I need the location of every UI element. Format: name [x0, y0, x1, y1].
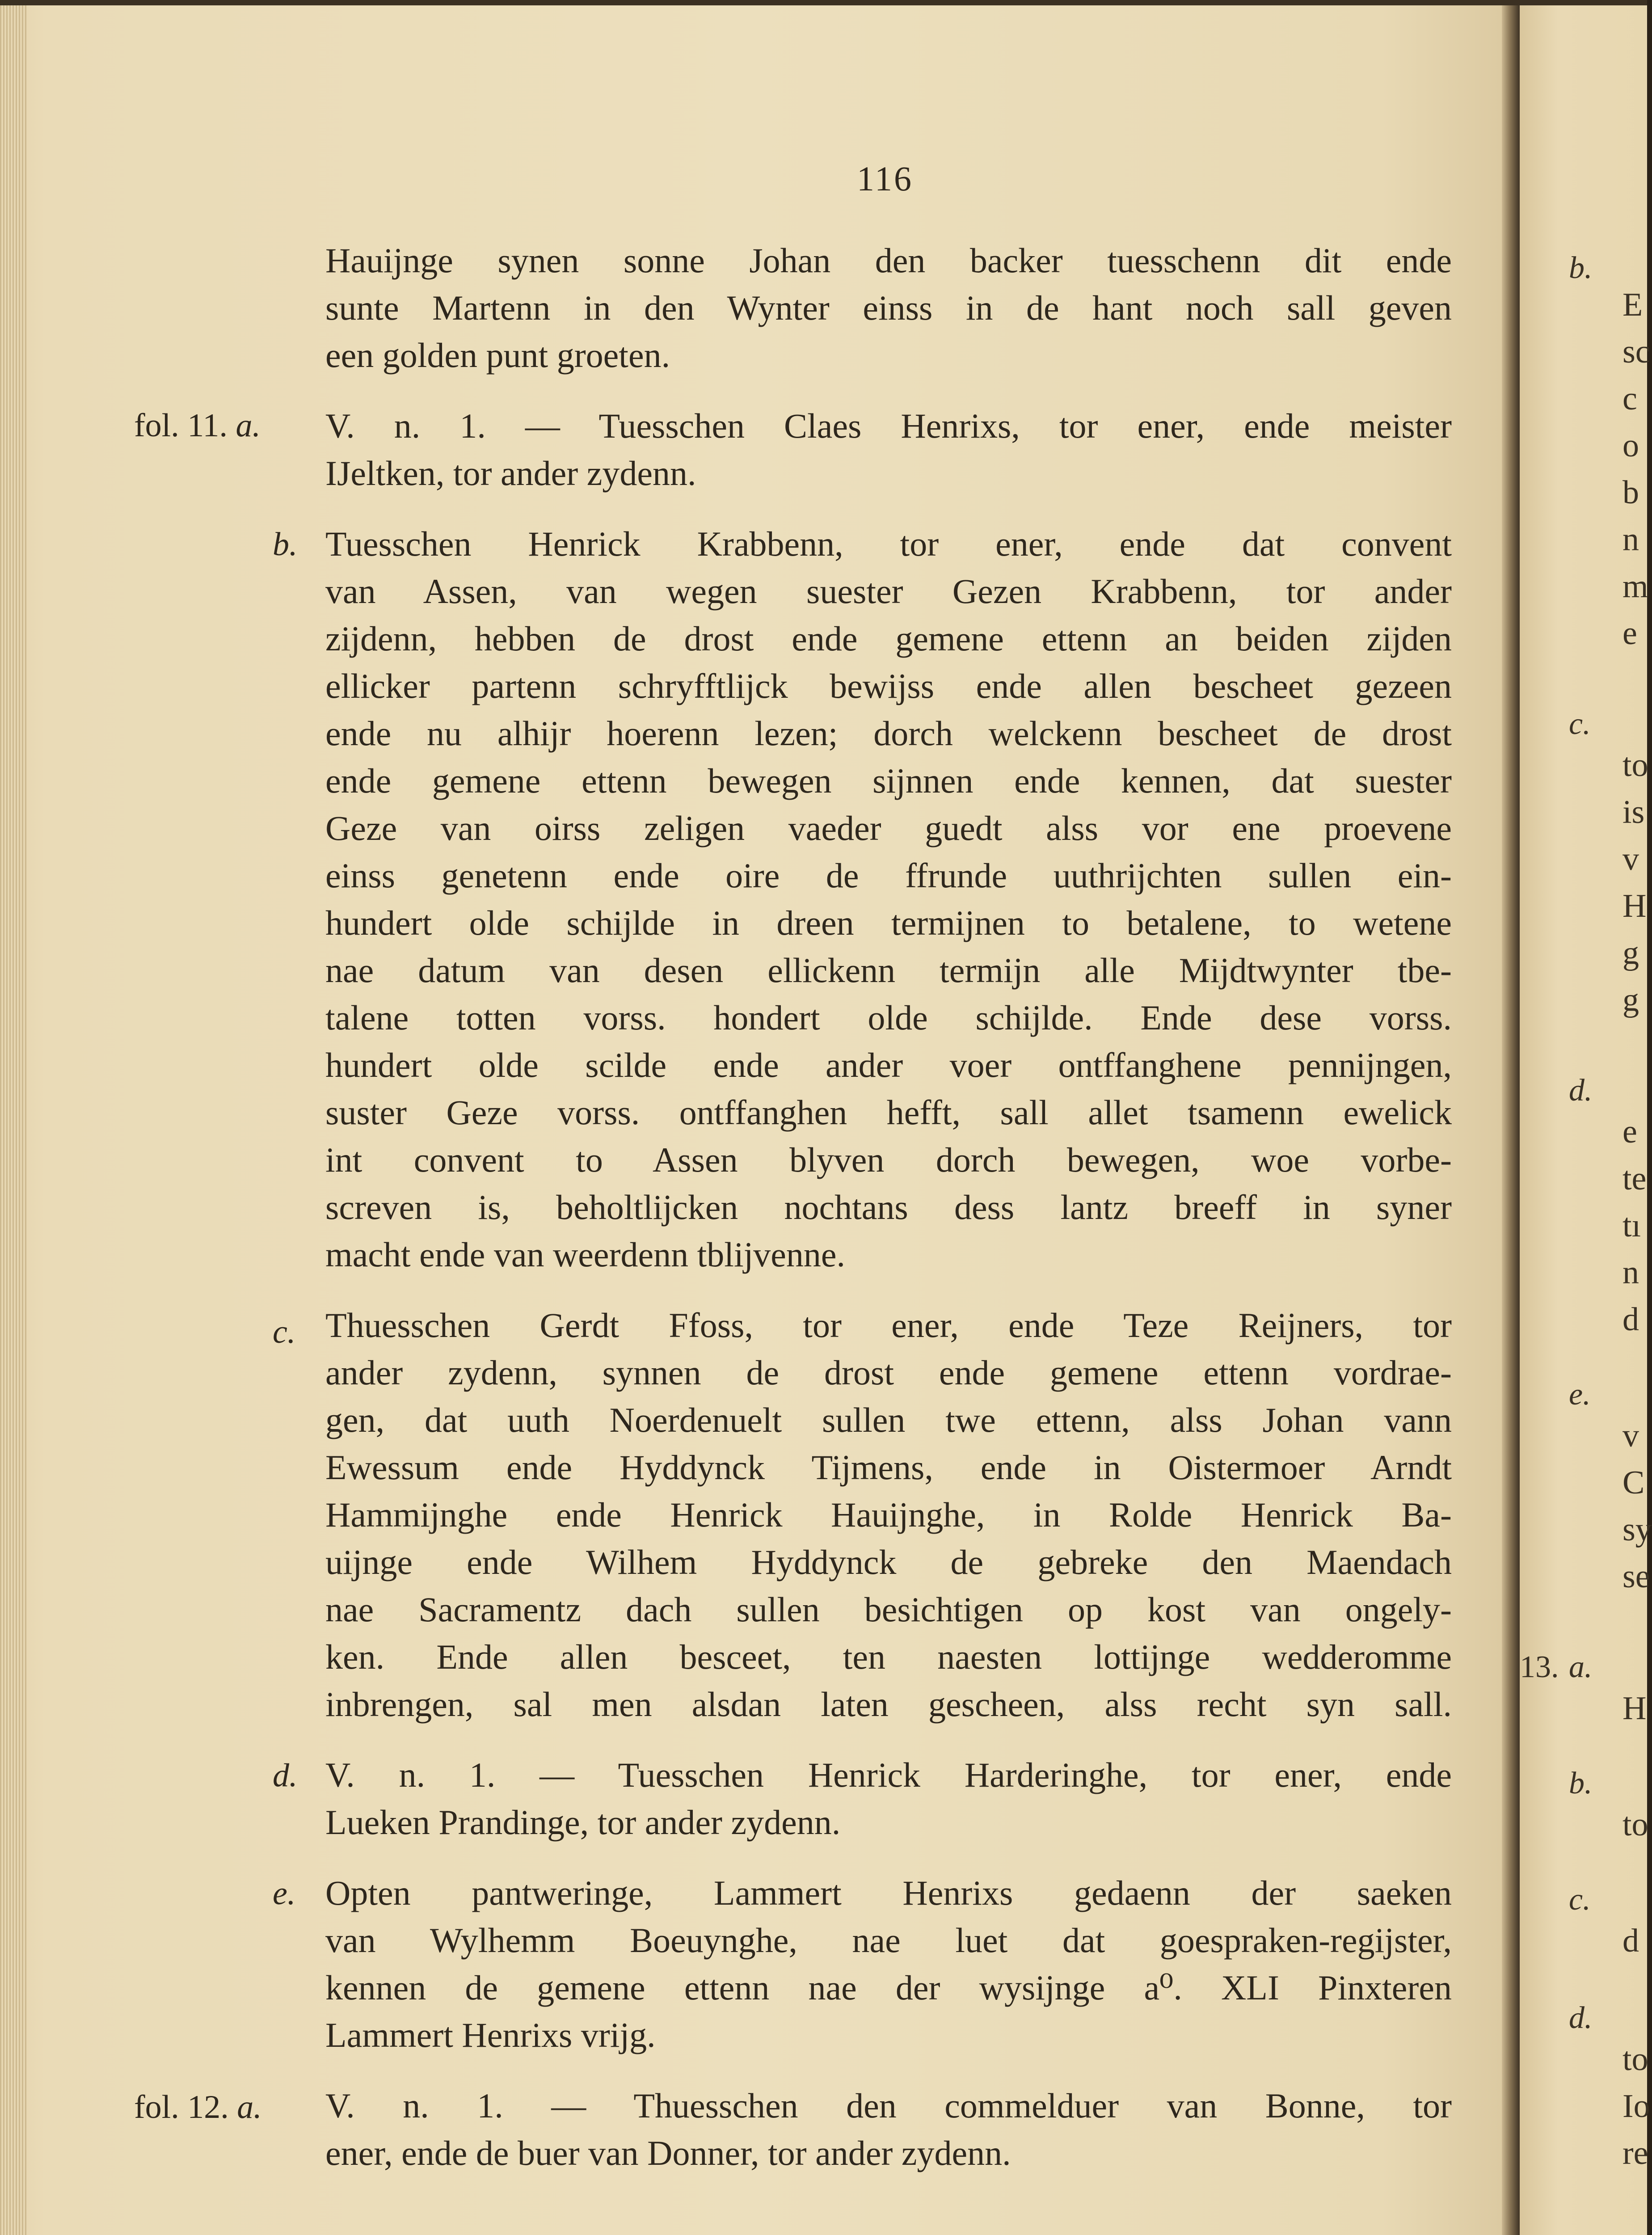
facing-line-start: sc — [1622, 333, 1650, 370]
page-edges — [0, 0, 27, 2235]
text-line: Hauijnge synen sonne Johan den backer tuesschenn dit ende — [325, 241, 1452, 280]
text-line: int convent to Assen blyven dorch bewegen, woe vorbe- — [325, 1140, 1452, 1179]
facing-letter: e. — [1569, 1377, 1591, 1412]
facing-line-start: g — [1622, 935, 1639, 971]
text-line: Ewessum ende Hyddynck Tijmens, ende in Oistermoer Arndt — [325, 1448, 1452, 1487]
facing-line-start: H — [1622, 1690, 1647, 1727]
text-line: zijdenn, hebben de drost ende gemene ettenn an beiden zijden — [325, 619, 1452, 658]
text-line: V. n. 1. — Tuesschen Claes Henrixs, tor ener, ende meister — [325, 406, 1452, 445]
text-line: sunte Martenn in den Wynter einss in de hant noch sall geven — [325, 288, 1452, 327]
text-line: inbrengen, sal men alsdan laten gescheen, alss recht syn sall. — [325, 1685, 1452, 1724]
text-line: V. n. 1. — Thuesschen den commelduer van Bonne, tor — [325, 2086, 1452, 2125]
entry-letter-c: c. — [273, 1314, 296, 1350]
text-line: nae Sacramentz dach sullen besichtigen op kost van ongely- — [325, 1590, 1452, 1629]
text-line: uijnge ende Wilhem Hyddynck de gebreke den Maendach — [325, 1543, 1452, 1581]
facing-line-start: to — [1622, 2041, 1648, 2078]
facing-line-start: n — [1622, 1254, 1639, 1291]
text-line: V. n. 1. — Tuesschen Henrick Harderinghe, tor ener, ende — [325, 1755, 1452, 1794]
facing-page-edge — [1520, 0, 1652, 2235]
text-line: Tuesschen Henrick Krabbenn, tor ener, ende dat convent — [325, 524, 1452, 563]
text-line: kennen de gemene ettenn nae der wysijnge a⁰. XLI Pinxteren — [325, 1968, 1452, 2007]
facing-letter: c. — [1569, 1882, 1591, 1917]
facing-letter: d. — [1569, 2001, 1593, 2035]
text-line: Hammijnghe ende Henrick Hauijnghe, in Rolde Henrick Ba- — [325, 1495, 1452, 1534]
facing-line-start: C — [1622, 1464, 1645, 1501]
facing-line-start: n — [1622, 521, 1639, 558]
facing-line-start: te — [1622, 1160, 1647, 1197]
facing-line-start: b — [1622, 474, 1639, 511]
entry-letter-b: b. — [273, 526, 298, 563]
text-line: ende nu alhijr hoerenn lezen; dorch welckenn bescheet de drost — [325, 714, 1452, 753]
entry-letter-d: d. — [273, 1757, 298, 1794]
text-line: hundert olde scilde ende ander voer ontffanghene pennijngen, — [325, 1046, 1452, 1084]
body-text — [325, 237, 1452, 2177]
text-line: screven is, beholtlijcken nochtans dess lantz breeff in syner — [325, 1188, 1452, 1227]
facing-line-start: v — [1622, 841, 1639, 877]
facing-line-start: E — [1622, 287, 1643, 323]
text-line: Geze van oirss zeligen vaeder guedt alss vor ene proevene — [325, 809, 1452, 848]
page-number: 116 — [856, 159, 914, 198]
book-gutter — [1502, 0, 1520, 2235]
text-line: ander zydenn, synnen de drost ende gemene ettenn vordrae- — [325, 1353, 1452, 1392]
text-line: IJeltken, tor ander zydenn. — [325, 454, 696, 493]
facing-line-start: sy — [1622, 1511, 1652, 1548]
facing-letter: b. — [1569, 1766, 1593, 1801]
entry-letter-e: e. — [273, 1875, 296, 1912]
text-line: Thuesschen Gerdt Ffoss, tor ener, ende Teze Reijners, tor — [325, 1306, 1452, 1345]
facing-line-start: c — [1622, 380, 1637, 417]
margin-fol-11 — [134, 407, 261, 445]
book-top-edge — [0, 0, 1647, 5]
text-line: hundert olde schijlde in dreen termijnen to betalene, to wetene — [325, 903, 1452, 942]
facing-line-start: Io — [1622, 2088, 1650, 2125]
fol-label: fol. 12. — [134, 2089, 229, 2125]
entry-letter-a: a. — [236, 407, 261, 444]
facing-line-start: to — [1622, 747, 1648, 784]
facing-line-start: v — [1622, 1417, 1639, 1454]
text-line: Lueken Prandinge, tor ander zydenn. — [325, 1803, 841, 1842]
text-line: Lammert Henrixs vrijg. — [325, 2016, 656, 2054]
text-line: ende gemene ettenn bewegen sijnnen ende kennen, dat suester — [325, 761, 1452, 800]
facing-line-start: o — [1622, 427, 1639, 464]
text-line: van Wylhemm Boeuynghe, nae luet dat goespraken-regijster, — [325, 1921, 1452, 1960]
fol-label: fol. 11. — [134, 407, 228, 444]
facing-line-start: g — [1622, 982, 1639, 1018]
text-line: ener, ende de buer van Donner, tor ander zydenn. — [325, 2134, 1011, 2172]
facing-line-start: e — [1622, 1113, 1637, 1150]
text-line: suster Geze vorss. ontffanghen hefft, sall allet tsamenn ewelick — [325, 1093, 1452, 1132]
margin-fol-12 — [134, 2088, 262, 2126]
facing-letter: c. — [1569, 707, 1591, 741]
text-line: talene totten vorss. hondert olde schijlde. Ende dese vorss. — [325, 998, 1452, 1037]
facing-letter: b. — [1569, 251, 1593, 285]
facing-line-start: re — [1622, 2135, 1648, 2172]
facing-line-start: e — [1622, 615, 1637, 652]
text-line: nae datum van desen ellickenn termijn alle Mijdtwynter tbe- — [325, 951, 1452, 990]
facing-line-start: se — [1622, 1558, 1650, 1595]
facing-line-start: is — [1622, 794, 1645, 831]
text-line: een golden punt groeten. — [325, 336, 670, 375]
text-line: Opten pantweringe, Lammert Henrixs gedaenn der saeken — [325, 1873, 1452, 1912]
text-line: gen, dat uuth Noerdenuelt sullen twe ettenn, alss Johan vann — [325, 1400, 1452, 1439]
text-line: macht ende van weerdenn tblijvenne. — [325, 1235, 846, 1274]
text-line: van Assen, van wegen suester Gezen Krabbenn, tor ander — [325, 572, 1452, 611]
facing-line-start: to — [1622, 1806, 1648, 1843]
facing-line-start: d — [1622, 1923, 1639, 1959]
facing-line-start: tı — [1622, 1207, 1641, 1244]
facing-number: 13. — [1520, 1650, 1559, 1684]
facing-line-start: H — [1622, 888, 1647, 924]
facing-line-start: m — [1622, 568, 1648, 605]
text-line: ellicker partenn schryfftlijck bewijss ende allen bescheet gezeen — [325, 666, 1452, 705]
text-line: ken. Ende allen besceet, ten naesten lottijnge wedderomme — [325, 1637, 1452, 1676]
facing-letter: a. — [1569, 1650, 1593, 1684]
text-line: einss genetenn ende oire de ffrunde uuthrijchten sullen ein- — [325, 856, 1452, 895]
facing-letter: d. — [1569, 1073, 1593, 1108]
facing-line-start: d — [1622, 1301, 1639, 1338]
entry-letter-a: a. — [237, 2089, 262, 2125]
